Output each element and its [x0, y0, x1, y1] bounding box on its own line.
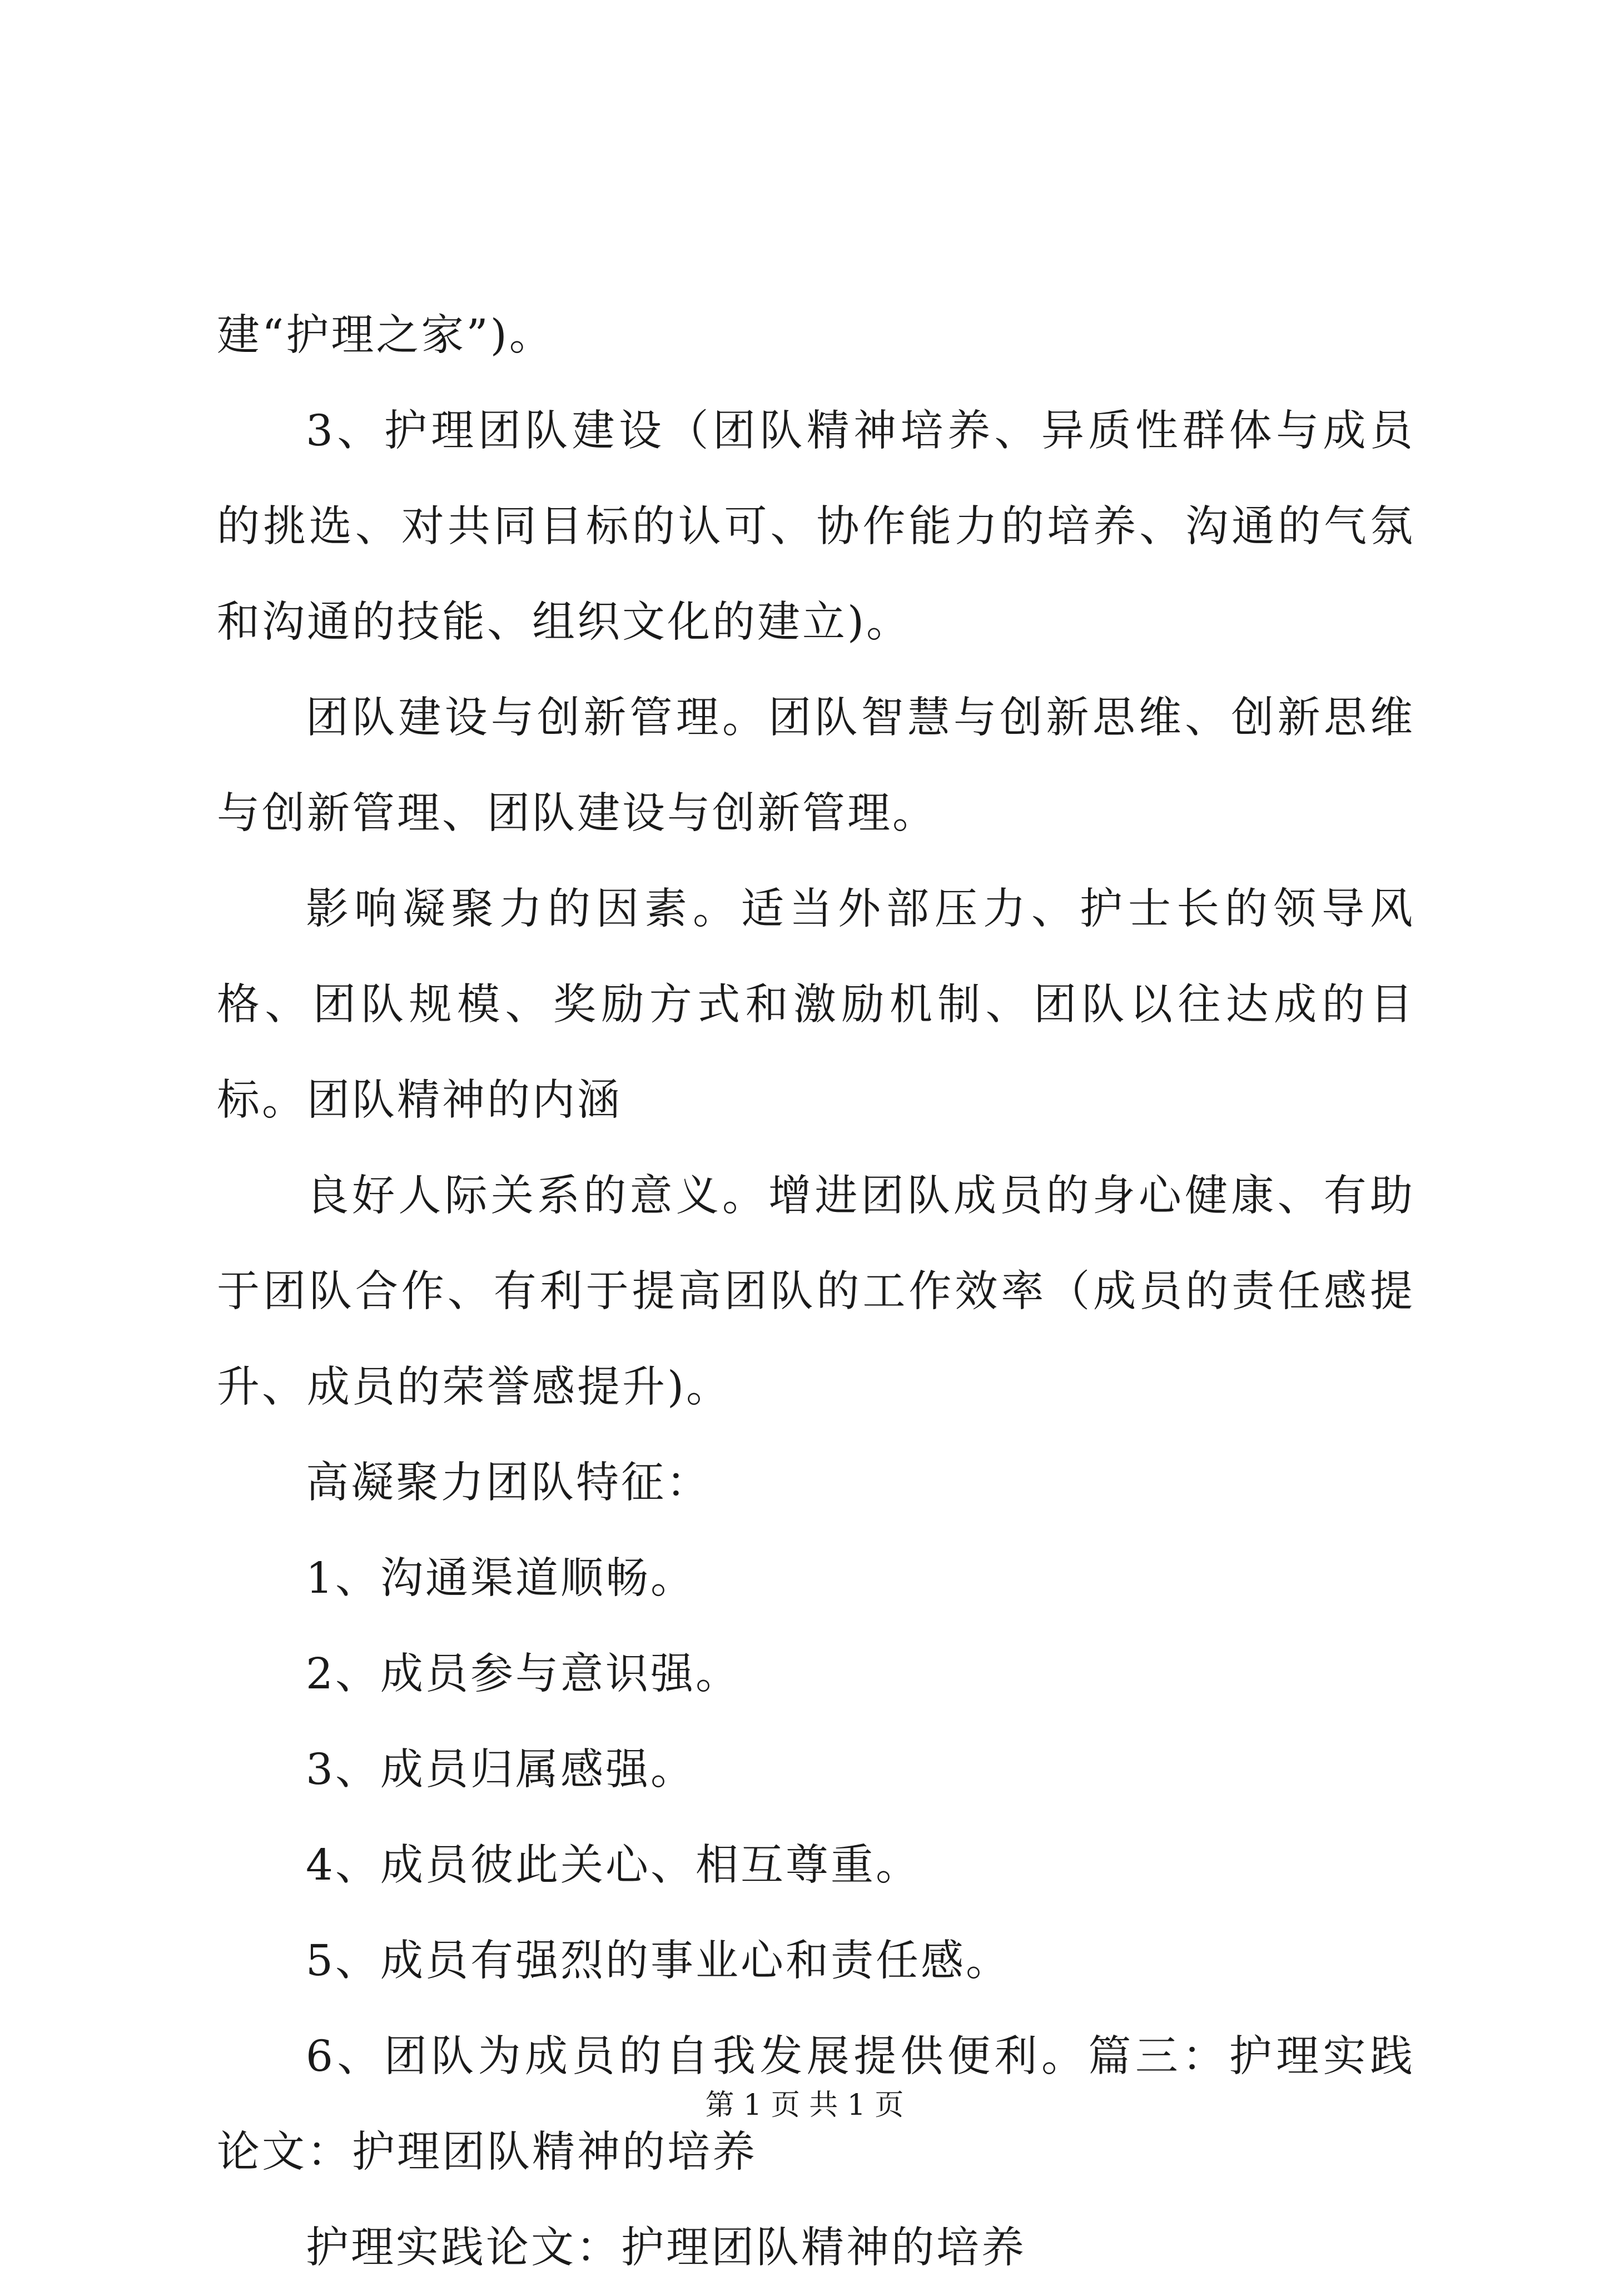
list-item: 2、成员参与意识强。 [306, 1649, 741, 1699]
paragraph-innovation-management: 团队建设与创新管理。团队智慧与创新思维、创新思维与创新管理、团队建设与创新管理。 [217, 693, 1415, 838]
list-item: 6、团队为成员的自我发展提供便利。篇三：护理实践论文：护理团队精神的培养 [217, 2032, 1415, 2177]
list-item: 4、成员彼此关心、相互尊重。 [306, 1841, 921, 1890]
paragraph-team-building: 3、护理团队建设（团队精神培养、异质性群体与成员的挑选、对共同目标的认可、协作能力的培养、沟通的气氛和沟通的技能、组织文化的建立)。 [217, 406, 1415, 647]
paragraph-continuation: 建“护理之家”)。 [217, 311, 554, 360]
paragraph-cohesion-factors: 影响凝聚力的因素。适当外部压力、护士长的领导风格、团队规模、奖励方式和激励机制、团队以往达成的目标。团队精神的内涵 [217, 884, 1415, 1125]
list-item: 1、沟通渠道顺畅。 [306, 1554, 696, 1603]
paragraph-interpersonal-relations: 良好人际关系的意义。增进团队成员的身心健康、有助于团队合作、有利于提高团队的工作效率（成员的责任感提升、成员的荣誉感提升)。 [217, 1171, 1415, 1412]
page-footer: 第 1 页 共 1 页 [705, 2089, 904, 2122]
paragraph-section-title: 护理实践论文：护理团队精神的培养 [306, 2223, 1026, 2273]
list-item: 5、成员有强烈的事业心和责任感。 [306, 1936, 1011, 1986]
document-body [217, 288, 1415, 2296]
paragraph-cohesive-team-heading: 高凝聚力团队特征： [306, 1458, 711, 1508]
list-item: 3、成员归属感强。 [306, 1745, 696, 1795]
